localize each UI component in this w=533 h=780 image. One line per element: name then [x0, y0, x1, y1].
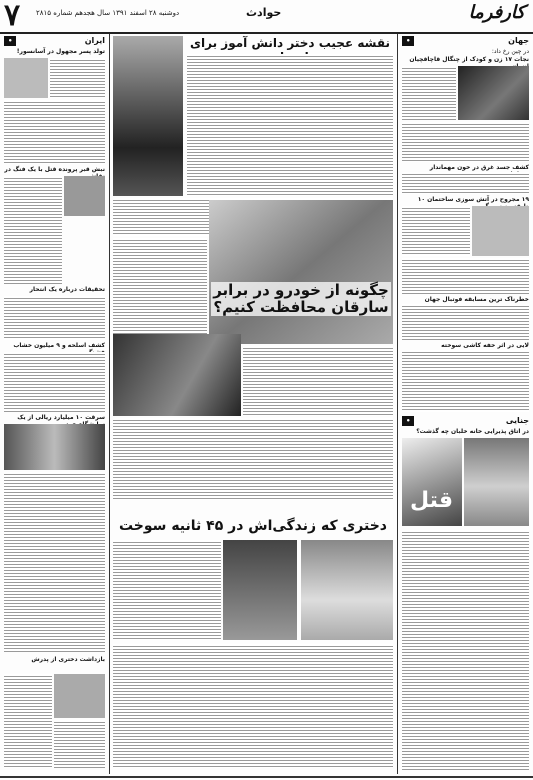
center-column: [111, 34, 395, 774]
article-text: [4, 674, 52, 768]
page-header: [0, 0, 533, 34]
story-headline: تولد پسر مجهول در آسانسور!: [16, 48, 105, 55]
article-text: [4, 176, 62, 284]
section-label-crime: جنایی: [505, 416, 529, 425]
article-text: [54, 720, 105, 768]
article-text: [187, 54, 393, 196]
car-headline: چگونه از خودرو در برابر سارقان محافظت کنیم؟: [211, 282, 391, 316]
story-headline: ۱۹ مجروح در آتش سوزی ساختمان ۱۰: [417, 196, 529, 203]
main-headline: نقشه عجیب دختر دانش آموز برای: [190, 36, 390, 50]
girl-portrait: [301, 540, 393, 640]
newspaper-logo: کارفرما: [468, 2, 525, 23]
lead-kicker: در چین رخ داد:: [491, 48, 529, 55]
section-badge: •: [4, 36, 16, 46]
lead-headline: نجات ۱۷ زن و کودک از چنگال قاچاقچیان: [409, 56, 529, 63]
section-badge: •: [402, 416, 414, 426]
article-text: [113, 418, 393, 500]
weapons-photo: [4, 424, 105, 470]
article-text: [402, 122, 529, 162]
section-label-world: جهان: [508, 36, 529, 45]
article-text: [113, 238, 207, 344]
article-text: [4, 472, 105, 652]
baby-photo: [4, 58, 48, 98]
article-text: [243, 346, 393, 416]
article-text: [113, 540, 221, 640]
story-headline: خطرناک ترین مسابقه فوتبال جهان: [424, 296, 529, 303]
article-text: [4, 352, 105, 412]
car-interior-photo: [209, 200, 393, 344]
story-headline: کشف اسلحه و ۹ میلیون خشاب: [13, 342, 105, 349]
article-text: [402, 66, 456, 120]
column-divider: [109, 34, 110, 774]
article-text: [4, 100, 105, 164]
man-portrait: [464, 438, 529, 526]
father-photo: [54, 674, 105, 718]
column-divider: [397, 34, 398, 774]
thief-photo: [113, 334, 241, 416]
story-headline: بازداشت دختری از پدرش: [31, 656, 105, 663]
article-text: [402, 258, 529, 294]
date-line: دوشنبه ۲۸ اسفند ۱۳۹۱ سال هجدهم شماره ۲۸۱۵: [36, 9, 180, 17]
article-text: [402, 304, 529, 340]
right-column: [400, 34, 531, 774]
girl-photo: [113, 36, 183, 196]
fire-photo: [472, 206, 529, 256]
story-headline: سرقت ۱۰ میلیارد ریالی از یک: [17, 414, 105, 421]
article-text: [50, 58, 105, 98]
woman-burned-photo: [223, 540, 297, 640]
evidence-photo: [64, 176, 105, 216]
page-number: ۷: [4, 0, 21, 33]
knife-image: [402, 438, 462, 526]
section-title: حوادث: [246, 6, 282, 19]
story-headline: نبش قبر پرونده قتل با یک فنگ در: [4, 166, 105, 173]
story-headline: تحقیقات درباره یک انتحار: [29, 286, 105, 293]
crime-headline: در اتاق پذیرایی خانه خلبان چه گذشت؟: [416, 428, 529, 435]
crime-image-caption: قتل: [410, 488, 454, 513]
article-text: [402, 206, 470, 256]
section-badge: •: [402, 36, 414, 46]
story-headline: کشف جسد غرق در خون مهماندار: [429, 164, 529, 171]
article-text: [402, 172, 529, 194]
footer-rule: [0, 776, 533, 778]
article-text: [4, 296, 105, 340]
article-text: [402, 350, 529, 412]
left-column: [2, 34, 107, 774]
bottom-headline: دختری که زندگی‌اش در ۴۵ ثانیه سوخت: [118, 518, 387, 534]
article-text: [402, 530, 529, 770]
story-headline: لایی در اثر خفه کاشی سوخته: [441, 342, 529, 349]
article-text: [113, 644, 393, 768]
section-label-iran: ایران: [84, 36, 105, 45]
hand-photo: [458, 66, 529, 120]
